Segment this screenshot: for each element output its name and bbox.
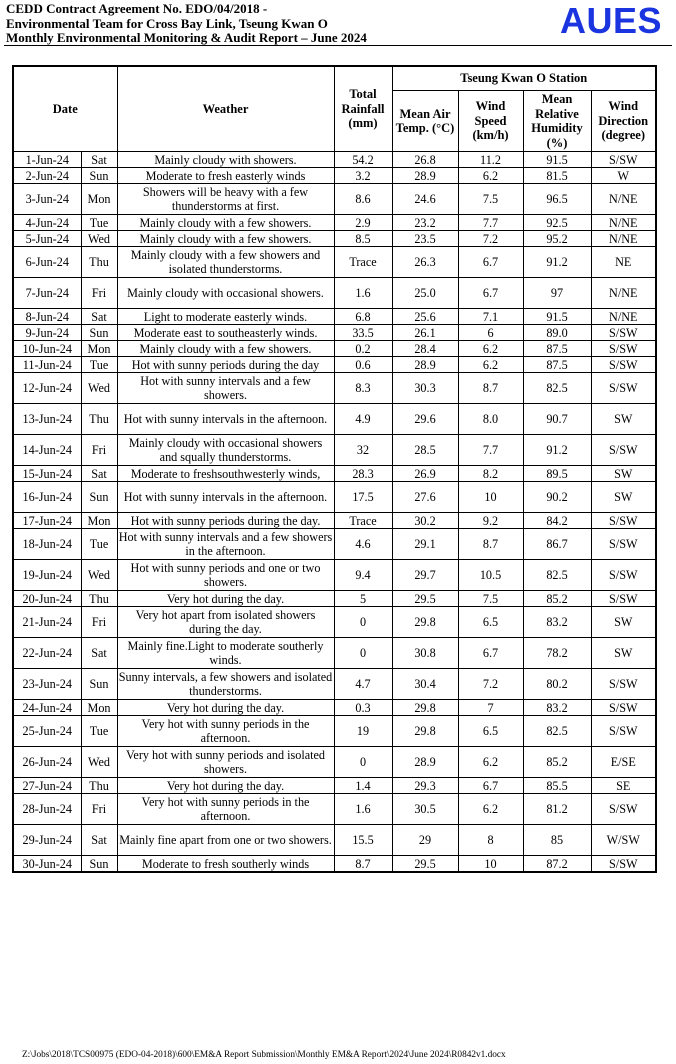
wind-speed-cell: 6.7	[458, 247, 523, 278]
date-cell: 25-Jun-24	[13, 716, 81, 747]
date-cell: 23-Jun-24	[13, 669, 81, 700]
wind-direction-cell: S/SW	[591, 435, 656, 466]
date-cell: 6-Jun-24	[13, 247, 81, 278]
date-cell: 5-Jun-24	[13, 231, 81, 247]
temp-cell: 26.8	[392, 152, 458, 168]
day-cell: Wed	[81, 560, 117, 591]
day-cell: Mon	[81, 700, 117, 716]
humidity-cell: 83.2	[523, 700, 591, 716]
date-cell: 14-Jun-24	[13, 435, 81, 466]
weather-cell: Very hot with sunny periods and isolated showers.	[117, 747, 334, 778]
table-row	[13, 607, 656, 638]
rainfall-cell: 1.4	[334, 778, 392, 794]
wind-direction-cell: N/NE	[591, 309, 656, 325]
date-cell: 1-Jun-24	[13, 152, 81, 168]
rainfall-cell: 8.5	[334, 231, 392, 247]
wind-direction-cell: S/SW	[591, 325, 656, 341]
day-cell: Sun	[81, 168, 117, 184]
date-cell: 4-Jun-24	[13, 215, 81, 231]
report-header	[6, 2, 566, 46]
humidity-cell: 92.5	[523, 215, 591, 231]
humidity-header: Mean Relative Humidity (%)	[523, 91, 591, 152]
table-row	[13, 716, 656, 747]
weather-cell: Hot with sunny intervals in the afternoon.	[117, 404, 334, 435]
date-cell: 30-Jun-24	[13, 856, 81, 873]
wind-direction-cell: S/SW	[591, 700, 656, 716]
wind-speed-cell: 8.7	[458, 373, 523, 404]
day-cell: Sun	[81, 856, 117, 873]
weather-cell: Mainly cloudy with a few showers.	[117, 341, 334, 357]
weather-cell: Very hot with sunny periods in the afternoon.	[117, 716, 334, 747]
rainfall-cell: 8.6	[334, 184, 392, 215]
humidity-cell: 85.2	[523, 591, 591, 607]
date-header: Date	[13, 66, 117, 152]
rainfall-cell: 4.7	[334, 669, 392, 700]
day-cell: Thu	[81, 591, 117, 607]
rainfall-cell: 0.2	[334, 341, 392, 357]
weather-cell: Mainly cloudy with a few showers.	[117, 215, 334, 231]
weather-header: Weather	[117, 66, 334, 152]
wind-direction-cell: NE	[591, 247, 656, 278]
rainfall-header: Total Rainfall (mm)	[334, 66, 392, 152]
humidity-cell: 82.5	[523, 560, 591, 591]
rainfall-cell: 4.6	[334, 529, 392, 560]
station-header: Tseung Kwan O Station	[392, 66, 656, 91]
wind-speed-cell: 6.5	[458, 716, 523, 747]
temp-cell: 29.8	[392, 607, 458, 638]
temp-cell: 30.5	[392, 794, 458, 825]
wind-direction-cell: S/SW	[591, 357, 656, 373]
temp-cell: 27.6	[392, 482, 458, 513]
wind-direction-cell: N/NE	[591, 278, 656, 309]
weather-cell: Mainly cloudy with a few showers.	[117, 231, 334, 247]
day-cell: Sun	[81, 325, 117, 341]
date-cell: 17-Jun-24	[13, 513, 81, 529]
wind-direction-cell: SE	[591, 778, 656, 794]
humidity-cell: 90.2	[523, 482, 591, 513]
date-cell: 9-Jun-24	[13, 325, 81, 341]
rainfall-cell: Trace	[334, 247, 392, 278]
humidity-cell: 90.7	[523, 404, 591, 435]
day-cell: Tue	[81, 215, 117, 231]
humidity-cell: 87.5	[523, 357, 591, 373]
table-row	[13, 278, 656, 309]
day-cell: Sat	[81, 309, 117, 325]
weather-table-body	[13, 152, 656, 873]
wind-speed-cell: 6.7	[458, 638, 523, 669]
weather-cell: Very hot during the day.	[117, 778, 334, 794]
humidity-cell: 96.5	[523, 184, 591, 215]
wind-direction-cell: S/SW	[591, 794, 656, 825]
table-row	[13, 856, 656, 873]
date-cell: 15-Jun-24	[13, 466, 81, 482]
wind-direction-cell: S/SW	[591, 341, 656, 357]
wind-speed-cell: 11.2	[458, 152, 523, 168]
date-cell: 28-Jun-24	[13, 794, 81, 825]
table-row	[13, 215, 656, 231]
weather-cell: Hot with sunny intervals and a few showers.	[117, 373, 334, 404]
date-cell: 21-Jun-24	[13, 607, 81, 638]
wind-direction-cell: S/SW	[591, 716, 656, 747]
day-cell: Sun	[81, 669, 117, 700]
day-cell: Wed	[81, 231, 117, 247]
table-row	[13, 825, 656, 856]
humidity-cell: 89.5	[523, 466, 591, 482]
temp-cell: 25.6	[392, 309, 458, 325]
wind-direction-cell: S/SW	[591, 373, 656, 404]
wind-speed-cell: 8.2	[458, 466, 523, 482]
date-cell: 27-Jun-24	[13, 778, 81, 794]
day-cell: Fri	[81, 607, 117, 638]
date-cell: 24-Jun-24	[13, 700, 81, 716]
temp-cell: 28.5	[392, 435, 458, 466]
table-row	[13, 184, 656, 215]
rainfall-cell: 9.4	[334, 560, 392, 591]
header-line-report: Monthly Environmental Monitoring & Audit Report – June 2024	[6, 30, 367, 45]
temp-cell: 29	[392, 825, 458, 856]
humidity-cell: 85	[523, 825, 591, 856]
header-line-contract: CEDD Contract Agreement No. EDO/04/2018 -	[6, 1, 268, 16]
day-cell: Sat	[81, 152, 117, 168]
day-cell: Fri	[81, 794, 117, 825]
day-cell: Fri	[81, 435, 117, 466]
rainfall-cell: 0	[334, 638, 392, 669]
wind-direction-cell: E/SE	[591, 747, 656, 778]
rainfall-cell: 0	[334, 747, 392, 778]
table-row	[13, 309, 656, 325]
humidity-cell: 89.0	[523, 325, 591, 341]
day-cell: Thu	[81, 778, 117, 794]
humidity-cell: 83.2	[523, 607, 591, 638]
table-row	[13, 373, 656, 404]
rainfall-cell: 8.3	[334, 373, 392, 404]
weather-cell: Very hot with sunny periods in the afternoon.	[117, 794, 334, 825]
humidity-cell: 85.2	[523, 747, 591, 778]
date-cell: 8-Jun-24	[13, 309, 81, 325]
date-cell: 26-Jun-24	[13, 747, 81, 778]
day-cell: Sat	[81, 638, 117, 669]
rainfall-cell: Trace	[334, 513, 392, 529]
temp-cell: 29.8	[392, 716, 458, 747]
weather-cell: Mainly cloudy with occasional showers.	[117, 278, 334, 309]
humidity-cell: 91.2	[523, 247, 591, 278]
weather-cell: Mainly cloudy with occasional showers and squally thunderstorms.	[117, 435, 334, 466]
humidity-cell: 81.2	[523, 794, 591, 825]
table-row	[13, 513, 656, 529]
date-cell: 11-Jun-24	[13, 357, 81, 373]
wind-speed-cell: 7.5	[458, 184, 523, 215]
table-row	[13, 638, 656, 669]
date-cell: 2-Jun-24	[13, 168, 81, 184]
wind-speed-cell: 7.2	[458, 231, 523, 247]
day-cell: Tue	[81, 357, 117, 373]
temp-cell: 29.5	[392, 591, 458, 607]
table-row	[13, 466, 656, 482]
humidity-cell: 81.5	[523, 168, 591, 184]
table-row	[13, 231, 656, 247]
temp-cell: 25.0	[392, 278, 458, 309]
temp-cell: 26.3	[392, 247, 458, 278]
date-cell: 10-Jun-24	[13, 341, 81, 357]
humidity-cell: 95.2	[523, 231, 591, 247]
day-cell: Mon	[81, 184, 117, 215]
humidity-cell: 85.5	[523, 778, 591, 794]
weather-cell: Moderate east to southeasterly winds.	[117, 325, 334, 341]
wind-speed-cell: 10	[458, 482, 523, 513]
rainfall-cell: 28.3	[334, 466, 392, 482]
table-row	[13, 435, 656, 466]
rainfall-cell: 15.5	[334, 825, 392, 856]
wind-speed-cell: 10.5	[458, 560, 523, 591]
humidity-cell: 80.2	[523, 669, 591, 700]
humidity-cell: 91.2	[523, 435, 591, 466]
day-cell: Wed	[81, 747, 117, 778]
wind-speed-cell: 8	[458, 825, 523, 856]
weather-cell: Showers will be heavy with a few thunderstorms at first.	[117, 184, 334, 215]
wind-direction-cell: N/NE	[591, 215, 656, 231]
wind-speed-header: Wind Speed (km/h)	[458, 91, 523, 152]
temp-cell: 29.7	[392, 560, 458, 591]
date-cell: 12-Jun-24	[13, 373, 81, 404]
weather-cell: Light to moderate easterly winds.	[117, 309, 334, 325]
day-cell: Sat	[81, 825, 117, 856]
wind-speed-cell: 8.0	[458, 404, 523, 435]
humidity-cell: 91.5	[523, 309, 591, 325]
weather-cell: Mainly cloudy with showers.	[117, 152, 334, 168]
date-cell: 16-Jun-24	[13, 482, 81, 513]
table-row	[13, 482, 656, 513]
humidity-cell: 91.5	[523, 152, 591, 168]
table-row	[13, 341, 656, 357]
temp-cell: 30.4	[392, 669, 458, 700]
weather-cell: Sunny intervals, a few showers and isolated thunderstorms.	[118, 670, 333, 698]
humidity-cell: 97	[523, 278, 591, 309]
day-cell: Thu	[81, 404, 117, 435]
date-cell: 18-Jun-24	[13, 529, 81, 560]
temp-cell: 29.5	[392, 856, 458, 873]
table-row	[13, 247, 656, 278]
weather-cell: Hot with sunny periods and one or two showers.	[117, 560, 334, 591]
wind-speed-cell: 8.7	[458, 529, 523, 560]
rainfall-cell: 0.6	[334, 357, 392, 373]
weather-cell: Hot with sunny intervals in the afternoon.	[117, 482, 334, 513]
wind-speed-cell: 6.2	[458, 341, 523, 357]
temp-cell: 30.3	[392, 373, 458, 404]
temp-cell: 29.8	[392, 700, 458, 716]
wind-direction-cell: S/SW	[591, 529, 656, 560]
wind-direction-cell: W/SW	[591, 825, 656, 856]
wind-direction-cell: SW	[591, 638, 656, 669]
temp-cell: 30.8	[392, 638, 458, 669]
wind-direction-cell: SW	[591, 607, 656, 638]
wind-speed-cell: 6.2	[458, 794, 523, 825]
rainfall-cell: 33.5	[334, 325, 392, 341]
temp-cell: 23.2	[392, 215, 458, 231]
temp-cell: 23.5	[392, 231, 458, 247]
table-row	[13, 778, 656, 794]
temp-cell: 24.6	[392, 184, 458, 215]
weather-cell: Hot with sunny periods during the day	[117, 357, 334, 373]
table-row	[13, 529, 656, 560]
table-row	[13, 168, 656, 184]
rainfall-cell: 1.6	[334, 794, 392, 825]
table-row	[13, 700, 656, 716]
wind-speed-cell: 6	[458, 325, 523, 341]
aues-logo: AUES	[560, 0, 663, 41]
wind-speed-cell: 7.7	[458, 215, 523, 231]
wind-speed-cell: 7	[458, 700, 523, 716]
rainfall-cell: 1.6	[334, 278, 392, 309]
rainfall-cell: 4.9	[334, 404, 392, 435]
weather-cell: Hot with sunny intervals and a few showers in the afternoon.	[118, 530, 333, 558]
weather-table	[12, 65, 657, 873]
rainfall-cell: 2.9	[334, 215, 392, 231]
rainfall-cell: 5	[334, 591, 392, 607]
wind-speed-cell: 9.2	[458, 513, 523, 529]
temp-cell: 29.1	[392, 529, 458, 560]
rainfall-cell: 17.5	[334, 482, 392, 513]
file-path-footer: Z:\Jobs\2018\TCS00975 (EDO-04-2018)\600\EM&A Report Submission\Monthly EM&A Report\2024\June 2024\R0842v1.docx	[22, 1050, 506, 1060]
wind-direction-cell: S/SW	[591, 856, 656, 873]
wind-speed-cell: 7.2	[458, 669, 523, 700]
rainfall-cell: 0.3	[334, 700, 392, 716]
table-row	[13, 404, 656, 435]
wind-speed-cell: 7.5	[458, 591, 523, 607]
weather-cell: Mainly cloudy with a few showers and isolated thunderstorms.	[117, 247, 334, 278]
humidity-cell: 82.5	[523, 373, 591, 404]
temp-cell: 26.1	[392, 325, 458, 341]
rainfall-cell: 19	[334, 716, 392, 747]
humidity-cell: 87.2	[523, 856, 591, 873]
day-cell: Wed	[81, 373, 117, 404]
date-cell: 22-Jun-24	[13, 638, 81, 669]
wind-direction-cell: S/SW	[591, 560, 656, 591]
weather-cell: Very hot during the day.	[117, 700, 334, 716]
table-row	[13, 325, 656, 341]
temp-header: Mean Air Temp. (°C)	[392, 91, 458, 152]
day-cell: Thu	[81, 247, 117, 278]
rainfall-cell: 0	[334, 607, 392, 638]
weather-cell: Very hot apart from isolated showers during the day.	[117, 607, 334, 638]
rainfall-cell: 6.8	[334, 309, 392, 325]
date-cell: 3-Jun-24	[13, 184, 81, 215]
header-line-team: Environmental Team for Cross Bay Link, Tseung Kwan O	[6, 15, 328, 31]
humidity-cell: 87.5	[523, 341, 591, 357]
rainfall-cell: 32	[334, 435, 392, 466]
table-row	[13, 152, 656, 168]
day-cell: Tue	[81, 529, 117, 560]
wind-direction-cell: SW	[591, 482, 656, 513]
wind-direction-cell: S/SW	[591, 152, 656, 168]
weather-cell: Very hot during the day.	[117, 591, 334, 607]
temp-cell: 29.3	[392, 778, 458, 794]
temp-cell: 29.6	[392, 404, 458, 435]
table-row	[13, 591, 656, 607]
rainfall-cell: 54.2	[334, 152, 392, 168]
wind-direction-cell: W	[591, 168, 656, 184]
weather-cell: Hot with sunny periods during the day.	[117, 513, 334, 529]
humidity-cell: 78.2	[523, 638, 591, 669]
weather-cell: Mainly fine.Light to moderate southerly winds.	[117, 638, 334, 669]
humidity-cell: 82.5	[523, 716, 591, 747]
wind-speed-cell: 6.2	[458, 747, 523, 778]
day-cell: Sat	[81, 466, 117, 482]
weather-cell: Moderate to freshsouthwesterly winds,	[117, 466, 334, 482]
wind-speed-cell: 6.5	[458, 607, 523, 638]
temp-cell: 28.9	[392, 168, 458, 184]
wind-direction-cell: S/SW	[591, 669, 656, 700]
temp-cell: 26.9	[392, 466, 458, 482]
temp-cell: 28.9	[392, 357, 458, 373]
humidity-cell: 84.2	[523, 513, 591, 529]
temp-cell: 28.9	[392, 747, 458, 778]
date-cell: 13-Jun-24	[13, 404, 81, 435]
wind-speed-cell: 7.1	[458, 309, 523, 325]
wind-speed-cell: 6.7	[458, 278, 523, 309]
wind-direction-cell: SW	[591, 466, 656, 482]
header-divider	[4, 45, 672, 46]
table-row	[13, 357, 656, 373]
wind-direction-header: Wind Direction (degree)	[591, 91, 656, 152]
wind-speed-cell: 7.7	[458, 435, 523, 466]
weather-cell: Moderate to fresh easterly winds	[117, 168, 334, 184]
weather-cell: Mainly fine apart from one or two showers.	[117, 825, 334, 856]
wind-speed-cell: 6.2	[458, 168, 523, 184]
table-row	[13, 794, 656, 825]
date-cell: 29-Jun-24	[13, 825, 81, 856]
temp-cell: 30.2	[392, 513, 458, 529]
date-cell: 7-Jun-24	[13, 278, 81, 309]
weather-cell: Moderate to fresh southerly winds	[117, 856, 334, 873]
table-row	[13, 560, 656, 591]
wind-direction-cell: SW	[591, 404, 656, 435]
humidity-cell: 86.7	[523, 529, 591, 560]
table-row	[13, 747, 656, 778]
day-cell: Tue	[81, 716, 117, 747]
table-row	[13, 669, 656, 700]
wind-direction-cell: S/SW	[591, 513, 656, 529]
rainfall-cell: 8.7	[334, 856, 392, 873]
temp-cell: 28.4	[392, 341, 458, 357]
day-cell: Fri	[81, 278, 117, 309]
wind-direction-cell: N/NE	[591, 231, 656, 247]
date-cell: 20-Jun-24	[13, 591, 81, 607]
rainfall-cell: 3.2	[334, 168, 392, 184]
wind-speed-cell: 6.7	[458, 778, 523, 794]
wind-direction-cell: S/SW	[591, 591, 656, 607]
day-cell: Mon	[81, 513, 117, 529]
day-cell: Mon	[81, 341, 117, 357]
wind-speed-cell: 6.2	[458, 357, 523, 373]
wind-speed-cell: 10	[458, 856, 523, 873]
date-cell: 19-Jun-24	[13, 560, 81, 591]
day-cell: Sun	[81, 482, 117, 513]
wind-direction-cell: N/NE	[591, 184, 656, 215]
